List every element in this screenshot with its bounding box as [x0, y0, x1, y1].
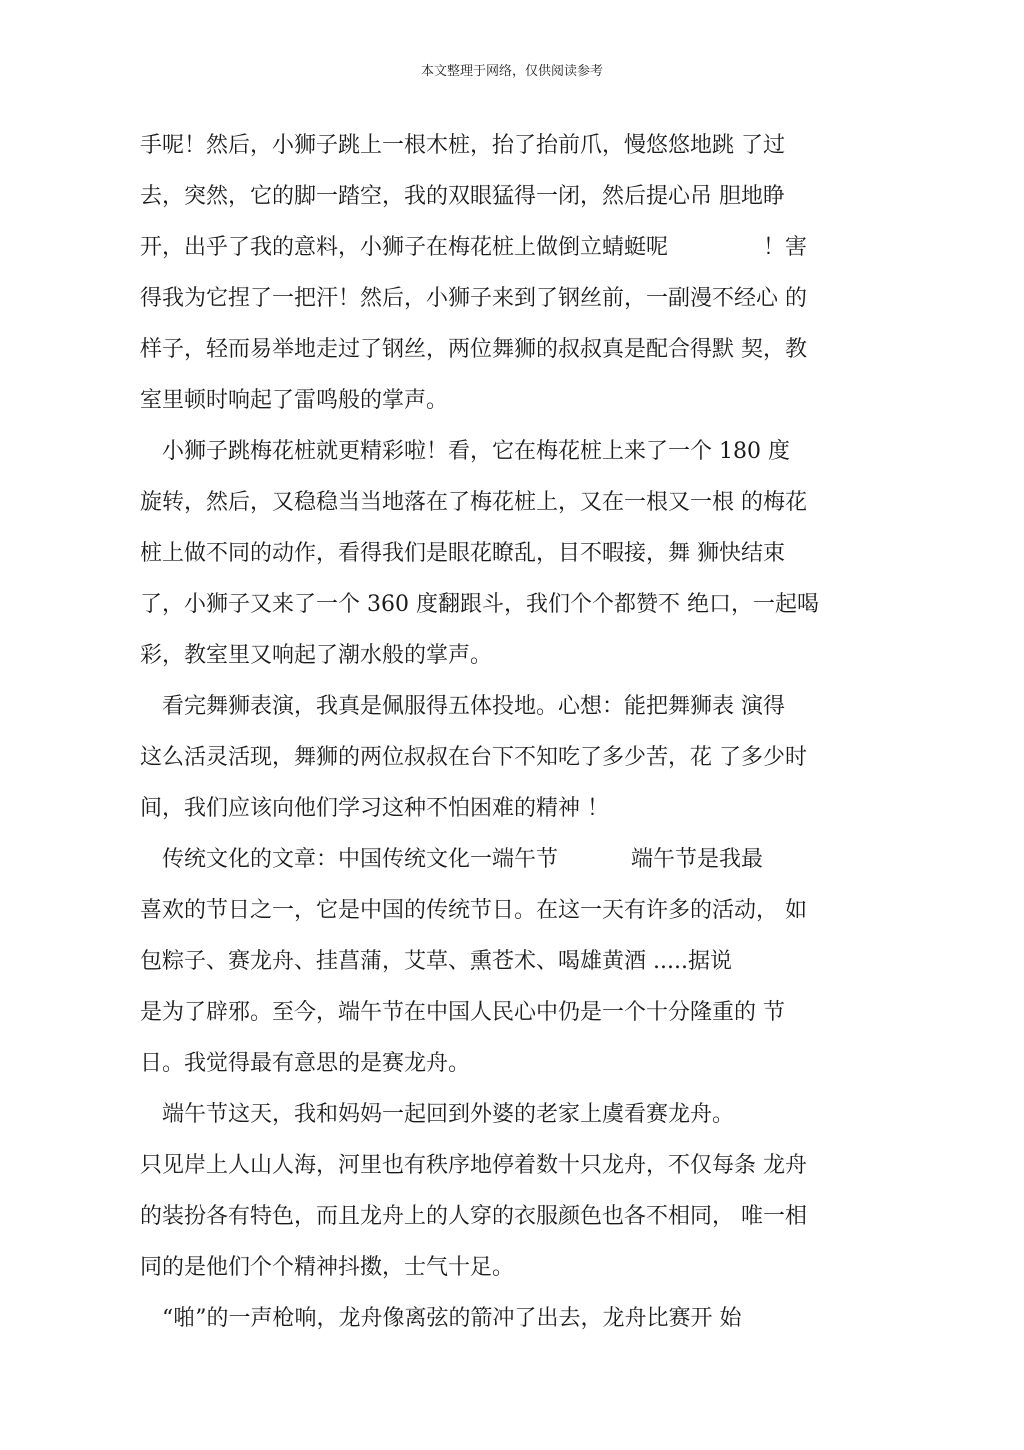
text-line: 去，突然，它的脚一踏空，我的双眼猛得一闭，然后提心吊 胆地睁: [140, 184, 785, 209]
text-line: 得我为它捏了一把汗！然后，小狮子来到了钢丝前，一副漫不经心 的: [140, 286, 807, 311]
text-line: 彩，教室里又响起了潮水般的掌声。: [140, 643, 493, 668]
text-line: 看完舞狮表演，我真是佩服得五体投地。心想：能把舞狮表 演得: [140, 694, 785, 719]
text-line: 日。我觉得最有意思的是赛龙舟。: [140, 1051, 471, 1076]
text-line: 只见岸上人山人海，河里也有秩序地停着数十只龙舟，不仅每条 龙舟: [140, 1153, 807, 1178]
page-header-note: 本文整理于网络，仅供阅读参考: [420, 64, 603, 79]
text-line: 传统文化的文章：中国传统文化一端午节 端午节是我最: [140, 847, 763, 872]
text-line: 手呢！然后，小狮子跳上一根木桩，抬了抬前爪，慢悠悠地跳 了过: [140, 133, 785, 158]
text-line: 旋转，然后，又稳稳当当地落在了梅花桩上，又在一根又一根 的梅花: [140, 490, 807, 515]
text-line: 同的是他们个个精神抖擞，士气十足。: [140, 1255, 515, 1280]
text-line: 是为了辟邪。至今，端午节在中国人民心中仍是一个十分隆重的 节: [140, 1000, 785, 1025]
text-line: “啪”的一声枪响，龙舟像离弦的箭冲了出去，龙舟比赛开 始: [140, 1306, 742, 1331]
text-line: 室里顿时响起了雷鸣般的掌声。: [140, 388, 449, 413]
text-line: 了，小狮子又来了一个 360 度翻跟斗，我们个个都赞不 绝口，一起喝: [140, 592, 819, 617]
text-line: 小狮子跳梅花桩就更精彩啦！看，它在梅花桩上来了一个 180 度: [140, 439, 790, 464]
text-line: 端午节这天，我和妈妈一起回到外婆的老家上虞看赛龙舟。: [140, 1102, 735, 1127]
text-line: 的装扮各有特色，而且龙舟上的人穿的衣服颜色也各不相同， 唯一相: [140, 1204, 807, 1229]
text-line: 这么活灵活现，舞狮的两位叔叔在台下不知吃了多少苦，花 了多少时: [140, 745, 807, 770]
text-line: 样子，轻而易举地走过了钢丝，两位舞狮的叔叔真是配合得默 契，教: [140, 337, 807, 362]
text-line: 喜欢的节日之一，它是中国的传统节日。在这一天有许多的活动， 如: [140, 898, 807, 923]
text-line: 包粽子、赛龙舟、挂菖蒲，艾草、熏苍术、喝雄黄酒 .....据说: [140, 949, 732, 974]
text-line: 开，出乎了我的意料，小狮子在梅花桩上做倒立蜻蜓呢 ！害: [140, 235, 807, 260]
text-line: 桩上做不同的动作，看得我们是眼花瞭乱，目不暇接，舞 狮快结束: [140, 541, 785, 566]
text-line: 间，我们应该向他们学习这种不怕困难的精神 ！: [140, 796, 609, 821]
